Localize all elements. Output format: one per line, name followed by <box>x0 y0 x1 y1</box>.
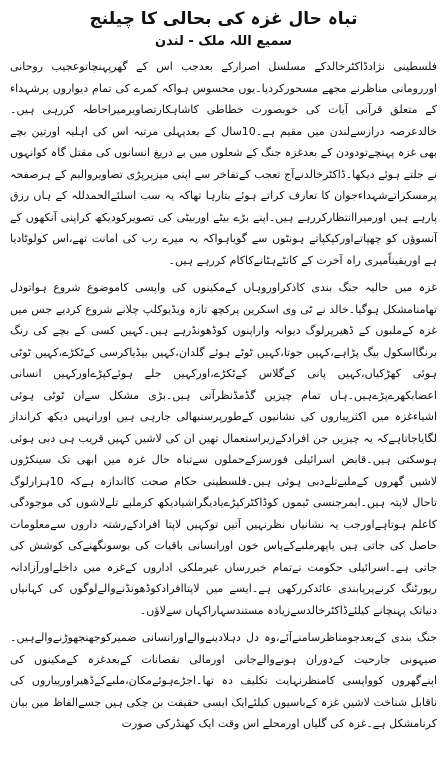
article-headline: تباہ حال غزہ کی بحالی کا چیلنج <box>89 9 358 29</box>
article-byline: سمیع اللہ ملک - لندن <box>155 34 292 49</box>
article-paragraph-2: غزہ میں حالیہ جنگ بندی کاذکراوروہاں کےمکینوں کی واپسی کاموضوع شروع ہواتودل تھامنامشکل ہوگیا۔خالد نے ٹی وی اسکرین پرکچھ تازہ ویڈیوکلپ چلانے شروع کردیے جس میں غزہ کےملبوں کے ڈھیرپرلوگ دیوانہ واراپنوں کوڈھونڈرہے ہیں۔کہیں کسی کے بچے کی رنگ برنگااسکول بیگ پڑاہے،کہیں جوتا،کہیں ٹوٹے ہوئے گلدان،کہیں بیڈیاکرسی کےٹکڑے،کہیں ٹوٹی ہوئی کھڑکیاں،کہیں پانی کےگلاس کےٹکڑے،اورکہیں جلے ہوئےکپڑےاورکہیں انسانی اعضابکھرےپڑےہیں۔ہاں تمام چیزیں گڈمڈنظرآتی ہیں۔بڑی مشکل سےان ٹوٹی ہوئی اشیاءغزہ میں اکثرپیاروں کی نشانیوں کےطورپرسنبھالی جارہی ہیں اورانہیں دیکھ کرانداز لگایاجاتاہےکہ یہ چیزیں جن افرادکےزیراستعمال تھیں ان کی لاشیں کہیں قریب ہی دبی ہوئی ہوسکتی ہیں۔قابض اسرائیلی فورسزکےحملوں سےتباہ حال غزہ میں ابھی تک سینکڑوں لاشیں گھروں کےملبےتلےدبی ہوئی ہیں۔فلسطینی حکام صحت کااندازہ ہےکہ 10ہزارلوگ تاحال لاپتہ ہیں۔ایمرجنسی ٹیموں کوڈاکٹرکپڑےیادیگراشیادیکھ کرملبے تلےلاشوں کی موجودگی کاعلم ہوتاہےاورجب یہ نشانیاں نظرنہیں آتیں توکہیں لاپتا افرادکےرشتہ داروں سےمعلومات حاصل کی جاتی ہیں یاپھرملبےکےپاس خون اورانسانی باقیات کی بوسونگھنےکی کوشش کی جاتی ہے۔اسرائیلی حکومت نےتمام خبررساں غیرملکی اداروں کےغزہ میں داخلےاورآزادانہ رپورٹنگ کرنےپرپابندی عائدکررکھی ہے۔ایسے میں لاپتاافرادکوڈھونڈنےوالےلوگوں کی کہانیاں دنیاتک پہنچانے کیلئےڈاکٹرخالدسےزیادہ مستندسہاراکہاں سےلاؤں۔ <box>10 281 437 617</box>
article-paragraph-1: فلسطینی نژادڈاکٹرخالدکے مسلسل اصرارکے بعدجب اس کے گھرپہنچاتوعجیب روحانی اوررومانی مناظرنے مجھے مسحورکردیا۔یوں محسوس ہواکہ کمرے کی تمام دیواروں پرشہداء کے متعلق قرآنی آیات کی خوبصورت خطاطی کاشاہکارتصاویرمیراحاطہ کررہی ہیں۔خالدعرصہ درازسےلندن میں مقیم ہے۔10سال کے بعدپہلی مرتبہ اس کی اہلیہ اورتین بچے بھی غزہ پہنچےتودودن کے بعدغزہ جنگ کے شعلوں میں بے دریغ انسانوں کی مقتل گاہ کوانہوں نے جلتے ہوئے دیکھا۔ڈاکٹرخالدنےآج تعجب کےتفاخر سے اپنی میزپرپڑی تصاویروالبم کے ہرصفحہ پرمسکراتےشہداءجوان کا تعارف کراتے ہوئے بتارہا تھاکہ یہ سب اسلئےالحمدللہ کے ہاں رزق پارہے ہیں اورمیراانتظارکررہے ہیں۔اپنے بڑے بیٹے اوربیٹی کی تصویرکودیکھ کراپنی آنکھوں کے آنسوؤں کو چھپاتےاورکپکپاتے ہونٹوں سے گویاہواکہ یہ میرے رب کی امانت تھے،اس کولوٹادیا ہے اوریقیناًمیری راہ آخرت کے کانٹےہٹانےکاکام کررہے ہیں۔ <box>10 60 437 267</box>
article-body <box>10 56 437 735</box>
article-paragraph-3: جنگ بندی کےبعدجومناظرسامنےآئے،وہ دل دہلادینےوالےاورانسانی ضمیرکوجھنجھوڑنےوالےہیں۔صیہونی جارحیت کےدوران ہونےوالےجانی اورمالی نقصانات کےبعدغزہ کےمکینوں کی اپنےگھروں کوواپسی کامنظرنہایت تکلیف دہ تھا۔اجڑےہوئےمکان،ملبےکےڈھیراورپیاروں کی ناقابل شناخت لاشیں غزہ کےباسیوں کیلئےایک ایسی حقیقت بن چکی ہیں جسےالفاظ میں بیان کرنامشکل ہے۔غزہ کی گلیاں اورمحلے اس وقت ایک کھنڈرکی صورت <box>10 631 437 730</box>
